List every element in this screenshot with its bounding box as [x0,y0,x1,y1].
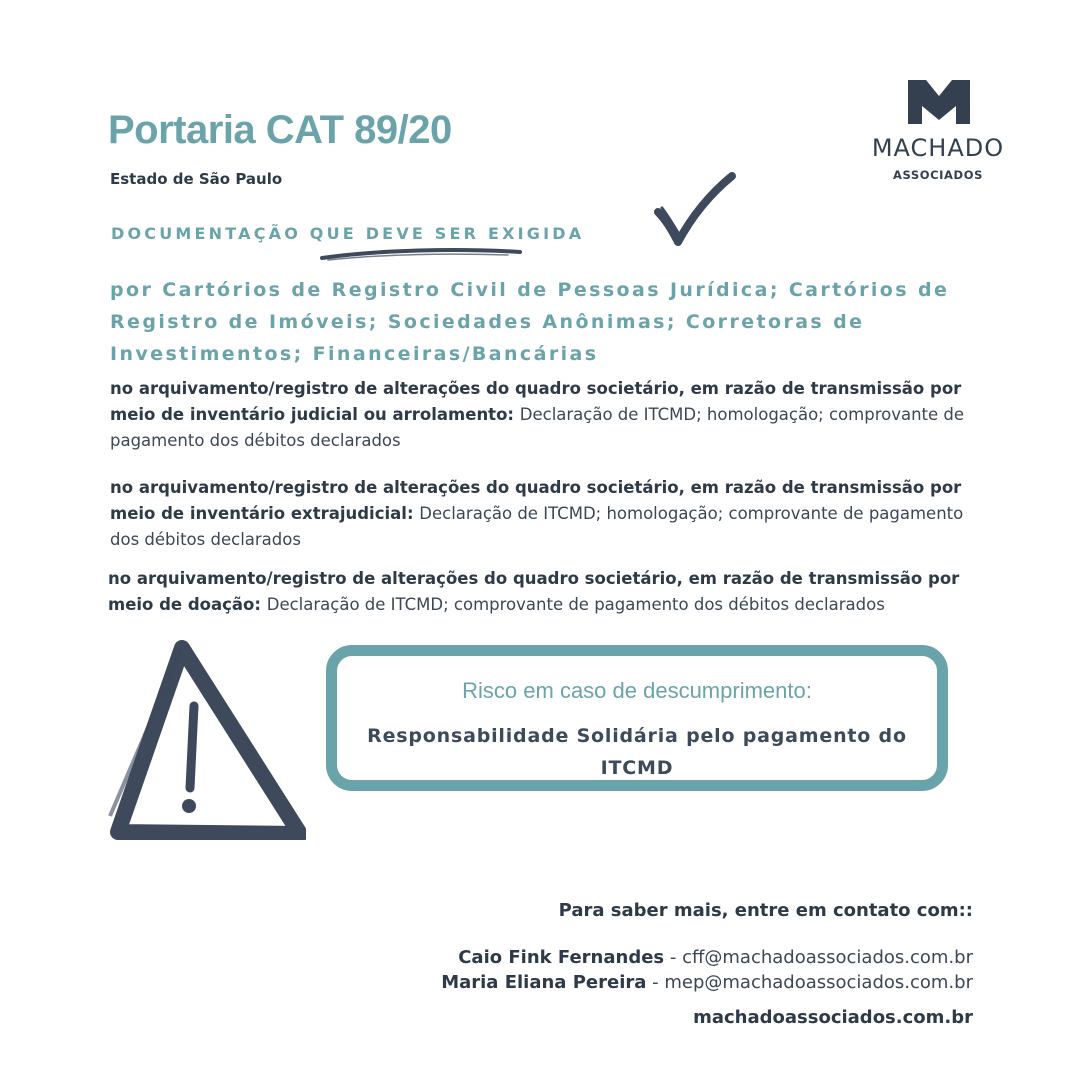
item-label: no arquivamento/registro de alterações do quadro societário, em razão de transmissão por meio de doação: [108,569,960,614]
page-subtitle: Estado de São Paulo [110,170,283,188]
item-text: Declaração de ITCMD; comprovante de pagamento dos débitos declarados [266,595,885,614]
item-text: Declaração de ITCMD; homologação; comprovante de pagamento dos débitos declarados [110,405,965,450]
contact-intro [273,900,973,921]
page-title: Portaria CAT 89/20 [108,108,452,152]
contact-name: Caio Fink Fernandes [458,947,665,968]
website-link[interactable]: machadoassociados.com.br [693,1007,973,1028]
contact-separator: - [664,947,683,968]
risk-title: Risco em caso de descumprimento: [462,678,812,703]
contact-person [273,947,973,968]
list-item [110,475,990,553]
contact-intro-text: Para saber mais, entre em contato com:: [558,900,973,921]
contact-separator: - [646,972,665,993]
contact-email-link[interactable]: cff@machadoassociados.com.br [682,947,973,968]
contact-email-link[interactable]: mep@machadoassociados.com.br [664,972,973,993]
checkmark-icon [652,172,738,250]
logo-subname: ASSOCIADOS [893,168,983,182]
list-item [108,566,988,618]
logo-name: MACHADO [871,134,1005,162]
item-text: Declaração de ITCMD; homologação; comprovante de pagamento dos débitos declarados [110,504,964,549]
risk-box [326,645,948,791]
item-label: no arquivamento/registro de alterações do quadro societário, em razão de transmissão por meio de inventário judicial ou arrolamento: [110,379,962,424]
risk-body: Responsabilidade Solidária pelo pagamento do ITCMD [367,725,907,779]
item-label: no arquivamento/registro de alterações do quadro societário, em razão de transmissão por meio de inventário extrajudicial: [110,478,962,523]
section-lead: por Cartórios de Registro Civil de Pessoas Jurídica; Cartórios de Registro de Imóveis; Sociedades Anônimas; Corretoras de Investimentos; Financeiras/Bancárias [110,279,950,365]
list-item [110,376,990,454]
contact-person [273,972,973,993]
website [273,1007,973,1028]
contact-name: Maria Eliana Pereira [441,972,647,993]
brush-underline [318,244,524,264]
logo-m-icon [908,80,970,124]
warning-triangle-icon [96,640,306,840]
section-heading: DOCUMENTAÇÃO QUE DEVE SER EXIGIDA [111,224,585,243]
